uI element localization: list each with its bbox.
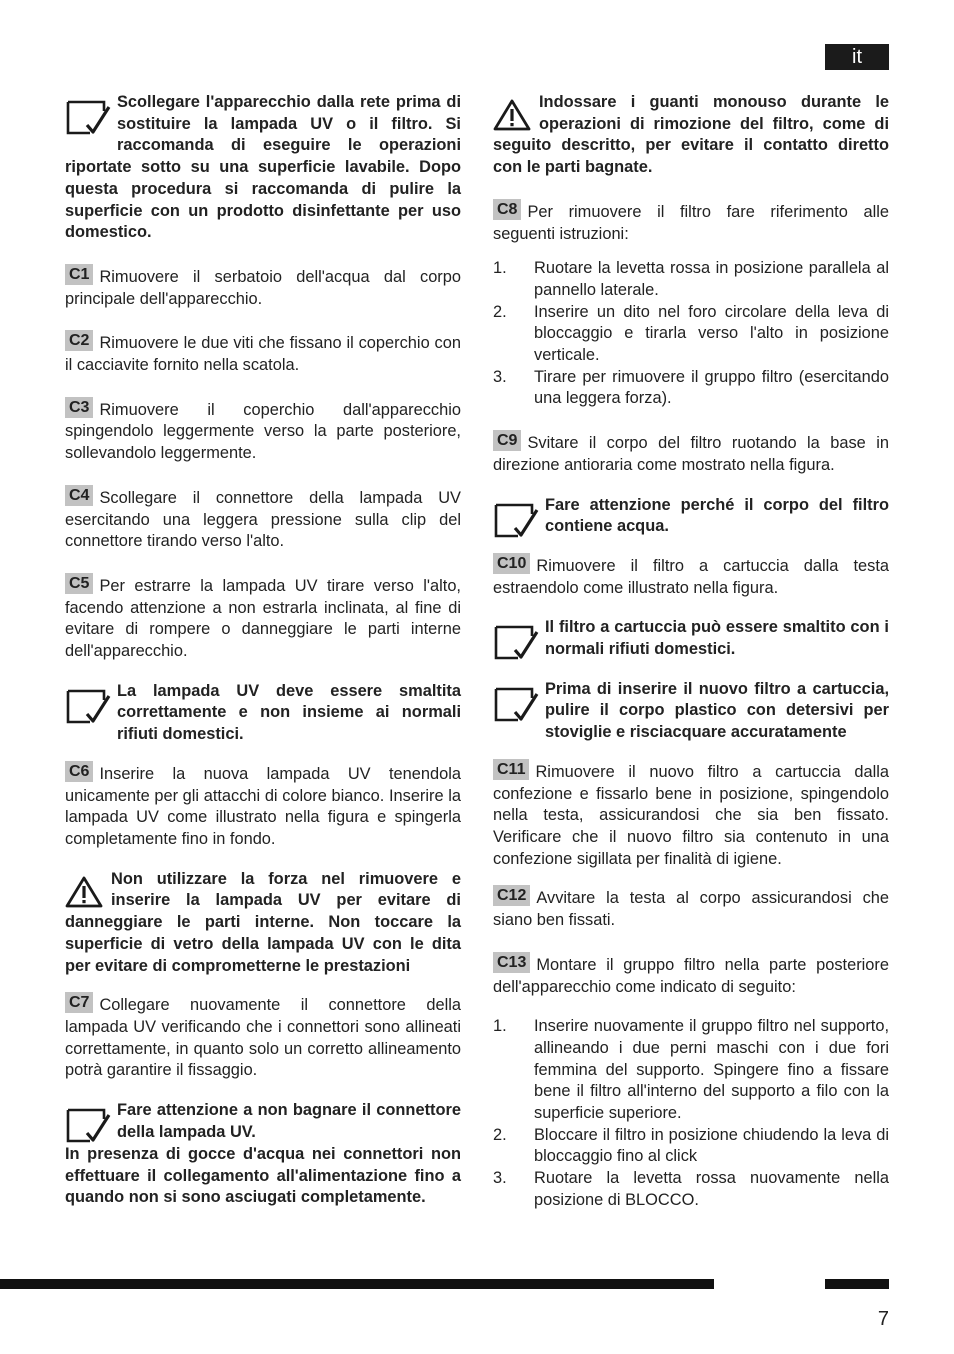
step-tag: C7 [65,992,93,1013]
note-text-extra: In presenza di gocce d'acqua nei connettori non effettuare il collegamento all'alimentazione fino a quando non si sono asciugati completamente. [65,1145,461,1207]
list-number: 1. [493,1017,507,1036]
step-text: Per rimuovere il filtro fare riferimento alle seguenti istruzioni: [493,202,889,243]
step-c2 [65,333,461,376]
step-c12 [493,888,889,931]
list-text: Inserire un dito nel foro circolare della leva di bloccaggio e tirarla verso l'alto in posizione verticale. [534,302,889,365]
footer-rule [0,1279,714,1289]
warning-icon [65,875,103,909]
list-number: 3. [493,367,507,386]
page-number: 7 [877,1308,889,1330]
note-check-icon [493,683,539,723]
step-text: Rimuovere il filtro a cartuccia dalla testa estraendolo come illustrato nella figura. [493,556,889,597]
footer-rule-short [825,1279,889,1289]
note-connector [65,1100,461,1209]
step-tag: C1 [65,264,93,285]
note-text: Il filtro a cartuccia può essere smaltito con i normali rifiuti domestici. [545,618,889,659]
note-text: La lampada UV deve essere smaltita correttamente e non insieme ai normali rifiuti domestici. [117,681,461,744]
step-c4 [65,488,461,553]
step-c13 [493,955,889,998]
step-text: Montare il gruppo filtro nella parte posteriore dell'apparecchio come indicato di seguito: [493,955,889,996]
step-tag: C11 [493,759,529,780]
list-text: Tirare per rimuovere il gruppo filtro (esercitando una leggera forza). [534,367,889,408]
step-tag: C9 [493,430,521,451]
list-item [493,1168,889,1211]
note-check-icon [65,685,111,725]
note-text: Fare attenzione perché il corpo del filtro contiene acqua. [545,495,889,536]
step-text: Rimuovere il coperchio dall'apparecchio spingendolo leggermente verso la parte posteriore, sollevandolo leggermente. [65,400,461,463]
note-lamp-disposal [65,681,461,746]
note-water [493,495,889,538]
list-item [493,1016,889,1125]
warning-force [65,869,461,978]
list-text: Bloccare il filtro in posizione chiudendo la leva di bloccaggio fino al click [534,1125,889,1166]
step-tag: C13 [493,952,530,973]
step-text: Scollegare il connettore della lampada UV esercitando una leggera pressione sulla clip del connettore tirando verso l'alto. [65,488,461,551]
note-check-icon [493,621,539,661]
step-text: Svitare il corpo del filtro ruotando la base in direzione antioraria come mostrato nella figura. [493,434,889,474]
note-check-icon [65,96,111,136]
c13-substeps [493,1016,889,1211]
step-text: Avvitare la testa al corpo assicurandosi che siano ben fissati. [493,889,889,930]
right-column [493,92,889,1212]
step-text: Per estrarre la lampada UV tirare verso l'alto, facendo attenzione a non estrarla inclinata, al fine di evitare di rompere o danneggiare le parti interne dell'apparecchio. [65,576,461,661]
step-c8 [493,202,889,245]
list-text: Ruotare la levetta rossa nuovamente nella posizione di BLOCCO. [534,1169,889,1209]
step-c9 [493,433,889,476]
step-c11 [493,762,889,871]
step-tag: C10 [493,553,530,574]
note-check-icon [65,1104,111,1144]
step-tag: C12 [493,885,530,906]
list-item [493,1125,889,1168]
warning-icon [493,98,531,132]
step-tag: C4 [65,485,93,506]
step-tag: C3 [65,397,93,418]
step-c5 [65,576,461,663]
step-c6 [65,764,461,851]
step-text: Collegare nuovamente il connettore della lampada UV verificando che i connettori sono allineati correttamente, in quanto solo un corretto allineamento potrà garantire il fissaggio. [65,996,461,1080]
list-text: Inserire nuovamente il gruppo filtro nel supporto, allineando i due perni maschi con i due fori femmina del supporto. Spingere fino a fissare bene il filtro all'interno del supporto a filo con la superficie superiore. [534,1017,889,1123]
step-c1 [65,267,461,310]
list-number: 2. [493,302,507,321]
list-number: 1. [493,259,507,278]
c8-substeps [493,258,889,410]
step-c3 [65,400,461,465]
note-check-icon [493,499,539,539]
step-text: Rimuovere le due viti che fissano il coperchio con il cacciavite fornito nella scatola. [65,334,461,375]
step-text: Rimuovere il serbatoio dell'acqua dal corpo principale dell'apparecchio. [65,267,461,308]
step-tag: C6 [65,761,93,782]
warning-text: Non utilizzare la forza nel rimuovere e inserire la lampada UV per evitare di danneggiare le parti interne. Non toccare la superficie di vetro della lampada UV con le dita per evitare di comprometterne le prestazioni [65,869,461,975]
warning-gloves [493,92,889,179]
warning-text: Indossare i guanti monouso durante le operazioni di rimozione del filtro, come di seguito descritto, per evitare il contatto diretto con le parti bagnate. [493,93,889,177]
list-item [493,302,889,367]
step-tag: C2 [65,330,93,351]
list-item [493,258,889,301]
step-text: Inserire la nuova lampada UV tenendola unicamente per gli attacchi di colore bianco. Inserire la lampada UV come illustrato nella figura e spingerla completamente fino in fondo. [65,764,461,848]
note-text: Prima di inserire il nuovo filtro a cartuccia, pulire il corpo plastico con detersivi per stoviglie e risciacquare accuratamente [545,679,889,742]
list-text: Ruotare la levetta rossa in posizione parallela al pannello laterale. [534,259,889,299]
note-cleaning [493,679,889,744]
note-text: Fare attenzione a non bagnare il connettore della lampada UV. [117,1101,461,1141]
note-cartridge-disposal [493,617,889,660]
list-item [493,367,889,410]
language-badge: it [825,44,889,70]
note-text: Scollegare l'apparecchio dalla rete prima di sostituire la lampada UV o il filtro. Si raccomanda di eseguire le operazioni riportate sotto su una superficie lavabile. Dopo questa procedura si raccomanda di pulire la superficie con un prodotto disinfettante per uso domestico. [65,93,461,242]
step-tag: C8 [493,199,521,220]
step-text: Rimuovere il nuovo filtro a cartuccia dalla confezione e fissarlo bene in posizione, spingendolo nella testa, assicurandosi che sia ben fissato. Verificare che il nuovo filtro sia contenuto in una confezione sigillata per finalità di igiene. [493,762,889,868]
note-unplug [65,92,461,244]
step-c10 [493,556,889,599]
left-column [65,92,461,1209]
list-number: 3. [493,1169,507,1188]
list-number: 2. [493,1125,507,1144]
step-tag: C5 [65,573,93,594]
step-c7 [65,995,461,1082]
